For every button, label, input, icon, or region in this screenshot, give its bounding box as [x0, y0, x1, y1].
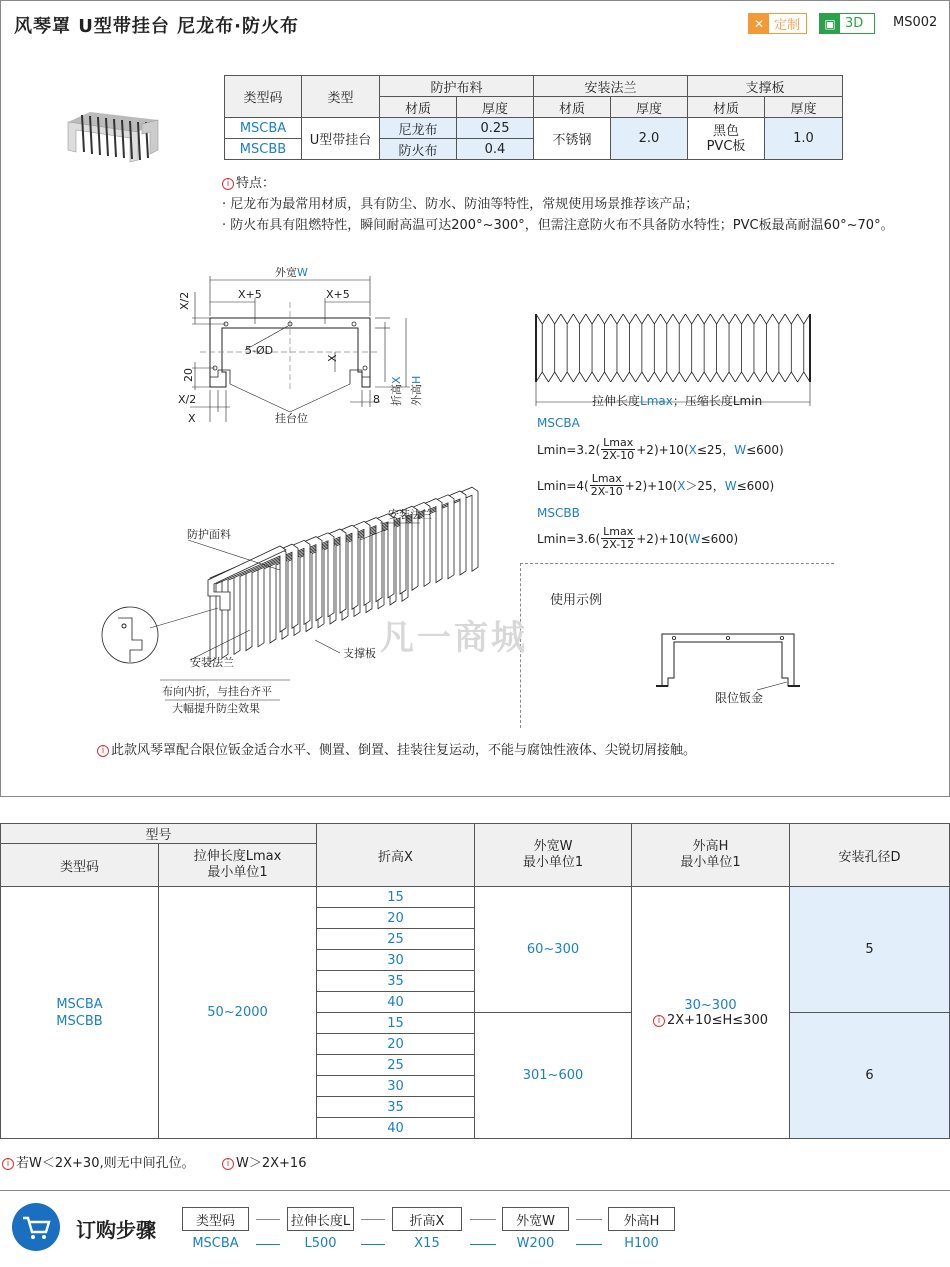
info-icon: i	[653, 1015, 665, 1027]
pleat	[710, 314, 722, 382]
pleat	[673, 314, 685, 382]
caution-note: i 此款风琴罩配合限位钣金适合水平、侧置、倒置、挂装往复运动，不能与腐蚀性液体、尖锐切屑接触。	[97, 739, 696, 758]
page-title: 风琴罩 U型带挂台 尼龙布·防火布	[14, 16, 299, 37]
step-type-code: 类型码	[182, 1207, 249, 1231]
value-type-code: MSCBA	[192, 1236, 239, 1251]
watermark: 凡一商城	[380, 618, 528, 658]
pleat	[598, 314, 610, 382]
3d-badge[interactable]: ▣ 3D	[819, 13, 875, 34]
pleat	[561, 314, 573, 382]
step-fold: 折高X	[392, 1207, 462, 1231]
svg-text:X: X	[188, 412, 196, 425]
table-row: MSCBB 防火布 0.4	[225, 139, 843, 160]
pleat	[536, 314, 548, 382]
formula-3: Lmin=3.6( $\frac{Lmax}{2X-12}$ +2)+10( W ≤600)	[537, 525, 739, 551]
pleat	[623, 314, 635, 382]
info-icon: i	[222, 178, 234, 190]
outer-width-label: 外宽W	[275, 266, 308, 279]
svg-text:挂台位: 挂台位	[275, 412, 308, 425]
pleat	[548, 314, 560, 382]
cart-icon	[12, 1203, 60, 1251]
pleat	[748, 314, 760, 382]
pleat	[661, 314, 673, 382]
svg-text:20: 20	[182, 368, 195, 382]
custom-badge[interactable]: ✕ 定制	[748, 13, 807, 34]
pleat	[648, 314, 660, 382]
svg-text:X/2: X/2	[178, 291, 191, 310]
pleat	[760, 314, 772, 382]
pleat	[636, 314, 648, 382]
value-height: H100	[624, 1236, 659, 1251]
pleat	[785, 314, 797, 382]
custom-icon: ✕	[749, 14, 769, 33]
cube-icon: ▣	[820, 14, 840, 33]
value-fold: X15	[414, 1236, 440, 1251]
pleat	[573, 314, 585, 382]
order-title: 订购步骤	[76, 1218, 156, 1242]
svg-text:折高X: 折高X	[390, 376, 403, 406]
footnote-1: i 若W＜2X+30,则无中间孔位。	[2, 1152, 195, 1171]
formula-1: Lmin=3.2( $\frac{Lmax}{2X-10}$ +2)+10( X ≤25， W ≤600)	[537, 436, 784, 462]
svg-text:8: 8	[373, 393, 380, 406]
info-icon: i	[97, 745, 109, 757]
pleat	[698, 314, 710, 382]
formula-2: Lmin=4( $\frac{Lmax}{2X-10}$ +2)+10( X ＞25， W ≤600)	[537, 472, 775, 498]
step-height: 外高H	[608, 1207, 675, 1231]
pleat	[685, 314, 697, 382]
isometric-drawing	[90, 500, 460, 715]
svg-text:5-ØD: 5-ØD	[245, 344, 274, 357]
footnote-2: i W＞2X+16	[222, 1152, 306, 1171]
svg-text:大幅提升防尘效果: 大幅提升防尘效果	[172, 702, 260, 715]
info-icon: i	[2, 1158, 14, 1170]
pleat	[586, 314, 598, 382]
value-stretch: L500	[304, 1236, 337, 1251]
table-row: MSCBA MSCBB 50~2000 15 60~300 30~300 i 2X+10≤H≤300 5	[1, 887, 950, 908]
pleat	[735, 314, 747, 382]
product-code: MS002	[893, 15, 938, 30]
stretch-label: 拉伸长度Lmax；压缩长度Lmin	[592, 394, 763, 408]
value-width: W200	[516, 1236, 555, 1251]
pleat	[773, 314, 785, 382]
product-photo	[60, 110, 160, 175]
pleat	[798, 314, 810, 382]
svg-text:支撑板: 支撑板	[343, 647, 376, 660]
svg-text:防护面料: 防护面料	[187, 528, 231, 541]
features-notes: i 特点： · 尼龙布为最常用材质，具有防尘、防水、防油等特性，常规使用场景推荐该产品； · 防火布具有阻燃特性，瞬间耐高温可达200°~300°，但需注意防火布不具备防水特性；PVC板最高耐温60°~70°。	[222, 176, 894, 233]
model-table: 型号 折高X 外宽W 最小单位1 外高H 最小单位1 安装孔径D 类型码 拉伸长度Lmax 最小单位1 MSCBA MSCBB 50~2000 15 60~300 30~300 i 2X+10≤H≤300 5 20 25 30 35 40 15 301~600 6 20 25 30 35 40	[0, 823, 950, 1139]
svg-text:X+5: X+5	[238, 288, 262, 301]
svg-text:外高H: 外高H	[410, 375, 423, 406]
svg-text:布向内折，与挂台齐平: 布向内折，与挂台齐平	[162, 685, 272, 698]
svg-text:安装法兰: 安装法兰	[388, 508, 432, 521]
svg-text:安装法兰: 安装法兰	[190, 656, 234, 669]
table-row: MSCBA U型带挂台 尼龙布 0.25 不锈钢 2.0 黑色 PVC板 1.0	[225, 118, 843, 139]
svg-text:X+5: X+5	[326, 288, 350, 301]
pleat	[611, 314, 623, 382]
pleat	[723, 314, 735, 382]
svg-text:X: X	[326, 354, 339, 362]
dimension-drawing	[170, 262, 423, 432]
spec-table: 类型码 类型 防护布料 安装法兰 支撑板 材质 厚度 材质 厚度 材质 厚度 MSCBA U型带挂台 尼龙布 0.25 不锈钢 2.0 黑色 PVC板 1.0 MSCBB 防火布 0.4	[224, 75, 843, 160]
step-stretch: 拉伸长度L	[287, 1207, 354, 1231]
svg-text:X/2: X/2	[178, 393, 197, 406]
step-width: 外宽W	[502, 1207, 569, 1231]
info-icon: i	[222, 1158, 234, 1170]
